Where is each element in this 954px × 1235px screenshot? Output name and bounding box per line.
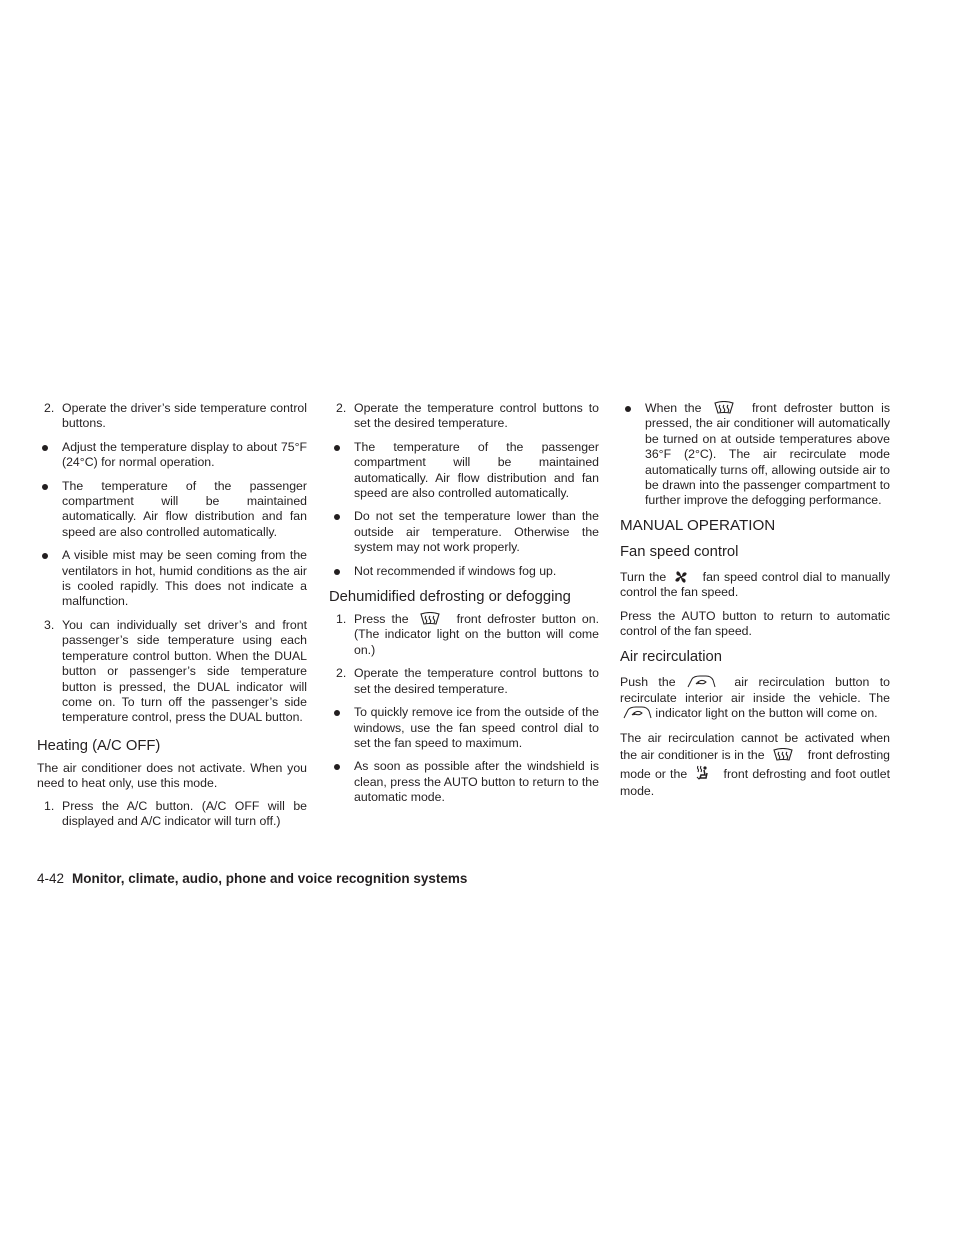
text-run: front defrosting mode or the — [620, 748, 891, 781]
text-run: front defrosting and foot outlet mode. — [620, 766, 891, 799]
list-number: 1. — [336, 612, 347, 627]
text-run: Turn the — [620, 569, 667, 584]
section-heading: Dehumidified defrosting or defogging — [329, 589, 571, 606]
list-number: 2. — [44, 401, 55, 415]
list-item — [37, 618, 307, 726]
page-number: 4-42 — [37, 871, 65, 886]
section-title: MANUAL OPERATION — [620, 516, 776, 534]
bullet-item — [329, 564, 599, 579]
bullet — [334, 569, 340, 575]
section-heading: Heating (A/C OFF) — [37, 737, 161, 754]
bullet-item — [329, 440, 599, 502]
bullet-text: As soon as possible after the windshield is clean, press the AUTO button to return to the automatic mode. — [354, 759, 599, 805]
list-item-text: Operate the temperature control buttons to set the desired temperature. — [354, 401, 599, 431]
paragraph — [620, 730, 890, 801]
bullet-text: Do not set the temperature lower than the outside air temperature. Otherwise the system may not work properly. — [354, 509, 599, 555]
bullet-item — [37, 548, 307, 610]
paragraph: Press the AUTO button to return to automatic control of the fan speed. — [620, 608, 890, 639]
bullet-item — [37, 479, 307, 541]
bullet — [625, 406, 631, 412]
fan-icon — [674, 570, 688, 584]
bullet-text — [645, 401, 890, 507]
air-recirculation-icon — [686, 675, 716, 689]
list-item-text: Operate the temperature control buttons to set the desired temperature. — [354, 666, 599, 696]
bullet-text: To quickly remove ice from the outside of the windows, use the fan speed control dial to set the fan speed to maximum. — [354, 705, 599, 750]
bullet — [334, 445, 340, 451]
bullet-item — [37, 440, 307, 471]
paragraph — [620, 675, 890, 721]
chapter-title: Monitor, climate, audio, phone and voice recognition systems — [72, 871, 468, 886]
text-run: Press the — [354, 612, 409, 627]
bullet — [42, 553, 48, 559]
page-footer — [37, 871, 467, 887]
list-number: 2. — [336, 666, 347, 681]
list-item-text: Operate the driver’s side temperature control buttons. — [62, 401, 307, 431]
bullet — [42, 445, 48, 451]
text-run: fan speed control dial to manually control the fan speed. — [620, 569, 891, 600]
bullet-item — [329, 705, 599, 751]
list-item — [329, 666, 599, 697]
list-item-text — [354, 612, 599, 657]
list-item — [37, 401, 307, 432]
bullet-item — [329, 759, 599, 805]
list-number: 3. — [44, 617, 55, 632]
bullet-text: The temperature of the passenger compartment will be maintained automatically. Air flow distribution and fan speed are also controlled automatically. — [354, 439, 599, 501]
front-defroster-icon — [772, 748, 794, 762]
bullet — [42, 484, 48, 490]
column-1 — [37, 401, 307, 829]
bullet — [334, 514, 340, 520]
defrost-foot-icon — [695, 765, 709, 781]
text-run: air recirculation button to recirculate interior air inside the vehicle. The — [620, 675, 891, 705]
section-heading: Air recirculation — [620, 649, 722, 666]
bullet-text: Not recommended if windows fog up. — [354, 563, 557, 578]
paragraph — [620, 570, 890, 601]
bullet-text: A visible mist may be seen coming from the ventilators in hot, humid conditions as the air is cooled rapidly. This does not indicate a malfunction. — [62, 548, 307, 609]
text-run: front defroster button on. (The indicator light on the button will come on.) — [354, 612, 600, 657]
paragraph: The air conditioner does not activate. When you need to heat only, use this mode. — [37, 760, 307, 791]
text-run: indicator light on the button will come on. — [655, 706, 878, 721]
bullet-text: Adjust the temperature display to about 75°F (24°C) for normal operation. — [62, 439, 307, 470]
column-3 — [620, 401, 890, 801]
text-run: The air recirculation cannot be activated when the air conditioner is in the — [620, 730, 890, 763]
bullet-text: The temperature of the passenger compartment will be maintained automatically. Air flow distribution and fan speed are also controlled automatically. — [62, 478, 307, 539]
list-item — [329, 612, 599, 658]
front-defroster-icon — [713, 401, 735, 415]
text-run: front defroster button is pressed, the air conditioner will automatically be turned on at outside temperatures above 36°F (2°C). The air recirculate mode automatically turns off, allowing outside air to be drawn into the passenger compartment to further improve the defogging performance. — [645, 401, 890, 508]
bullet-item — [329, 509, 599, 555]
list-item-text: You can individually set driver’s and front passenger’s side temperature using each temperature control button. When the DUAL button or passenger’s side temperature button is pressed, the DUAL indicator will come on. To turn off the passenger’s side temperature control, press the DUAL button. — [62, 617, 307, 725]
list-item — [37, 799, 307, 830]
list-number: 2. — [336, 401, 347, 415]
bullet-item — [620, 401, 890, 509]
bullet — [334, 764, 340, 770]
section-heading: Fan speed control — [620, 543, 739, 560]
text-run: Push the — [620, 675, 676, 690]
front-defroster-icon — [419, 612, 441, 626]
column-2 — [329, 401, 599, 806]
air-recirculation-icon — [622, 706, 652, 720]
list-item — [329, 401, 599, 432]
text-run: When the — [645, 401, 702, 415]
list-item-text: Press the A/C button. (A/C OFF will be displayed and A/C indicator will turn off.) — [62, 798, 307, 828]
bullet — [334, 710, 340, 716]
list-number: 1. — [44, 798, 55, 813]
